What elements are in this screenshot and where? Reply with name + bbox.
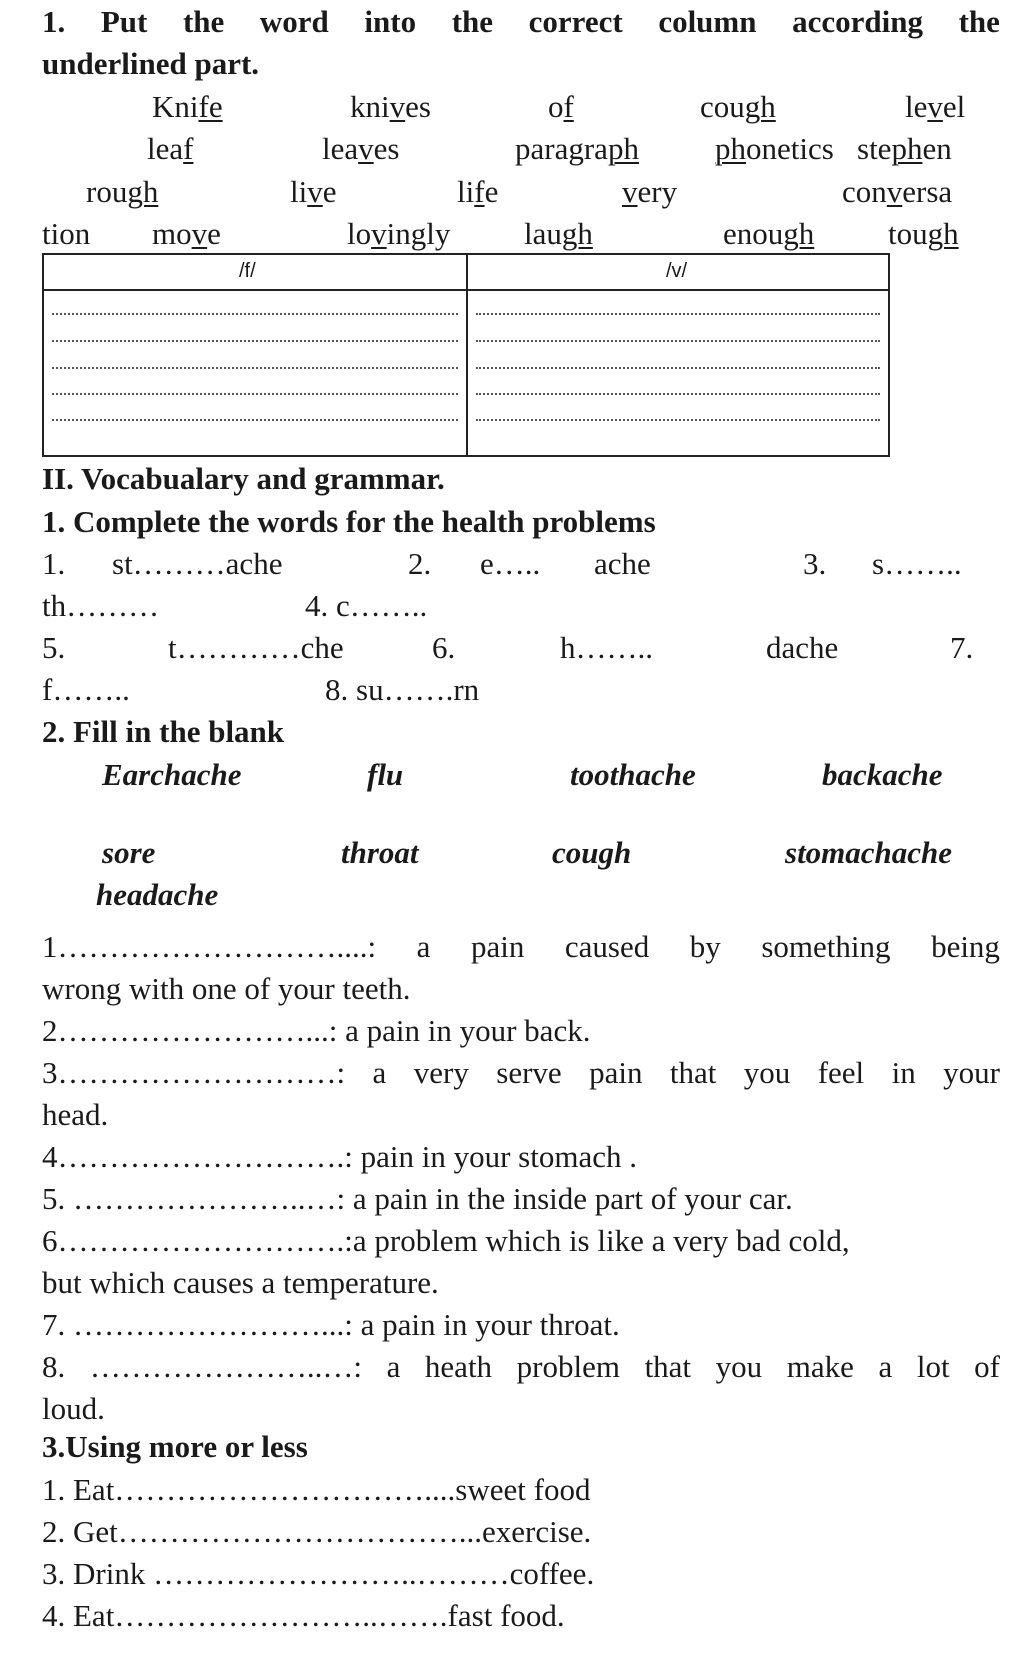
title-word: according xyxy=(792,4,923,39)
more-less-item: 2. Get……………………………...exercise. xyxy=(42,1514,592,1549)
definition-word: you xyxy=(715,1349,763,1384)
underlined-part: f xyxy=(563,89,574,124)
definition-line: 6……………………….:a problem which is like a very bad cold, xyxy=(42,1223,850,1258)
section2-title: II. Vocabualary and grammar. xyxy=(42,461,445,496)
answer-line-v[interactable] xyxy=(476,393,880,395)
word-bank-item: flu xyxy=(367,757,404,792)
word-bank-item: throat xyxy=(341,835,419,870)
underlined-part: f xyxy=(183,131,194,166)
definition-line: 5. …………………..…: a pain in the inside part of your car. xyxy=(42,1181,793,1216)
title-word: correct xyxy=(528,4,623,39)
column-header-f: /f/ xyxy=(239,260,256,282)
part1-blank[interactable]: f…….. xyxy=(42,672,130,707)
underlined-part: f xyxy=(474,174,485,209)
answer-line-f[interactable] xyxy=(52,340,458,342)
definition-word: caused xyxy=(564,929,650,964)
more-less-item: 4. Eat……………………..…….fast food. xyxy=(42,1598,565,1633)
definition-line: 4……………………….: pain in your stomach . xyxy=(42,1139,637,1174)
definition-word: 8. xyxy=(42,1349,66,1384)
underlined-part: v xyxy=(307,174,323,209)
word-item: lovingly xyxy=(347,216,451,251)
part1-blank[interactable]: s…….. xyxy=(872,546,962,581)
underlined-part: v xyxy=(622,174,638,209)
part1-blank[interactable]: 4. c…….. xyxy=(305,588,428,623)
definition-line: loud. xyxy=(42,1391,105,1426)
underlined-part: gh xyxy=(927,216,959,251)
word-bank-item: stomachache xyxy=(785,835,953,870)
title-word: into xyxy=(364,4,417,39)
part1-num: 7. xyxy=(950,630,974,665)
definition-word: being xyxy=(931,929,1000,964)
word-item: laugh xyxy=(524,216,593,251)
part1-blank[interactable]: 8. su…….rn xyxy=(325,672,480,707)
answer-line-f[interactable] xyxy=(52,313,458,315)
underlined-part: ph xyxy=(891,131,923,166)
underlined-part: gh xyxy=(744,89,776,124)
definition-line xyxy=(42,1053,1000,1093)
definition-word: that xyxy=(669,1055,717,1090)
definition-word: make xyxy=(786,1349,854,1384)
word-item: very xyxy=(622,174,678,209)
underlined-part: ph xyxy=(607,131,639,166)
answer-line-v[interactable] xyxy=(476,367,880,369)
word-item: stephen xyxy=(857,131,952,166)
answer-line-v[interactable] xyxy=(476,419,880,421)
definition-line xyxy=(42,1347,1000,1387)
word-item: live xyxy=(290,174,337,209)
title-word: Put xyxy=(100,4,148,39)
word-item: cough xyxy=(700,89,776,124)
word-bank-item: cough xyxy=(552,835,632,870)
definition-word: a xyxy=(386,1349,401,1384)
part1-num: 5. xyxy=(42,630,66,665)
section1-title-line1 xyxy=(42,2,1000,42)
word-item: paragraph xyxy=(515,131,639,166)
part1-blank[interactable]: h…….. xyxy=(560,630,653,665)
part2-title: 2. Fill in the blank xyxy=(42,714,285,749)
part1-num: 6. xyxy=(432,630,456,665)
word-item: phonetics xyxy=(715,131,834,166)
definition-word: a xyxy=(416,929,431,964)
definition-word: a xyxy=(878,1349,893,1384)
title-word: column xyxy=(658,4,757,39)
definition-word: lot xyxy=(916,1349,950,1384)
part3-title: 3.Using more or less xyxy=(42,1429,308,1464)
underlined-part: v xyxy=(886,174,903,209)
table-header-line xyxy=(44,289,888,291)
definition-word: your xyxy=(943,1055,1000,1090)
definition-word: heath xyxy=(424,1349,493,1384)
underlined-part: gh xyxy=(127,174,159,209)
word-bank-item: toothache xyxy=(570,757,696,792)
word-item: leaves xyxy=(322,131,400,166)
title-word: the xyxy=(182,4,225,39)
definition-word: by xyxy=(689,929,721,964)
part1-num: 2. xyxy=(408,546,432,581)
word-bank-item: sore xyxy=(102,835,156,870)
answer-line-f[interactable] xyxy=(52,419,458,421)
definition-word: 3………………………: xyxy=(42,1055,346,1090)
word-bank-item: backache xyxy=(822,757,943,792)
more-less-item: 1. Eat…………………………....sweet food xyxy=(42,1472,591,1507)
word-item: knives xyxy=(350,89,431,124)
word-item: tough xyxy=(888,216,959,251)
definition-line: 7. ……………………...: a pain in your throat. xyxy=(42,1307,620,1342)
underlined-part: gh xyxy=(561,216,593,251)
answer-line-f[interactable] xyxy=(52,393,458,395)
word-item: move xyxy=(152,216,221,251)
part1-blank[interactable]: t…………che xyxy=(168,630,344,665)
word-item: rough xyxy=(86,174,159,209)
definition-word: a xyxy=(372,1055,387,1090)
definition-word: …………………..…: xyxy=(89,1349,362,1384)
title-word: the xyxy=(958,4,1000,39)
underlined-part: v xyxy=(358,131,374,166)
title-word: 1. xyxy=(42,4,66,39)
word-item: of xyxy=(548,89,574,124)
title-word: word xyxy=(259,4,329,39)
word-bank-item: headache xyxy=(96,877,219,912)
definition-word: problem xyxy=(516,1349,620,1384)
definition-word: serve xyxy=(496,1055,562,1090)
more-less-item: 3. Drink ……………………..………coffee. xyxy=(42,1556,595,1591)
part1-num: 1. xyxy=(42,546,66,581)
definition-word: that xyxy=(644,1349,692,1384)
underlined-part: v xyxy=(191,216,208,251)
phonetic-table xyxy=(42,253,890,457)
word-item: life xyxy=(457,174,499,209)
definition-word: feel xyxy=(817,1055,865,1090)
definition-word: of xyxy=(974,1349,1000,1384)
word-item: Knife xyxy=(152,89,223,124)
table-divider xyxy=(466,255,468,455)
answer-line-v[interactable] xyxy=(476,313,880,315)
underlined-part: ph xyxy=(715,131,746,166)
definition-word: something xyxy=(761,929,891,964)
underlined-part: v xyxy=(927,89,943,124)
word-item: leaf xyxy=(147,131,194,166)
part1-blank[interactable]: e….. xyxy=(480,546,541,581)
definition-word: very xyxy=(413,1055,469,1090)
word-item: tion xyxy=(42,216,91,251)
definition-word: pain xyxy=(470,929,525,964)
underlined-part: fe xyxy=(198,89,223,124)
definition-line: 2……………………...: a pain in your back. xyxy=(42,1013,591,1048)
underlined-part: v xyxy=(389,89,406,124)
part1-num: 3. xyxy=(803,546,827,581)
part1-word: dache xyxy=(766,630,839,665)
definition-line: but which causes a temperature. xyxy=(42,1265,439,1300)
part1-word: ache xyxy=(594,546,651,581)
column-header-v: /v/ xyxy=(666,260,688,282)
definition-word: you xyxy=(743,1055,791,1090)
definition-line xyxy=(42,927,1000,967)
word-item: enough xyxy=(723,216,815,251)
answer-line-f[interactable] xyxy=(52,367,458,369)
answer-line-v[interactable] xyxy=(476,340,880,342)
definition-word: 1………………………....: xyxy=(42,929,377,964)
title-word: the xyxy=(451,4,494,39)
definition-line: wrong with one of your teeth. xyxy=(42,971,411,1006)
underlined-part: gh xyxy=(783,216,815,251)
underlined-part: v xyxy=(371,216,387,251)
part1-blank[interactable]: st………ache xyxy=(112,546,283,581)
part1-blank[interactable]: th……… xyxy=(42,588,160,623)
section1-title-line2: underlined part. xyxy=(42,46,260,81)
definition-line: head. xyxy=(42,1097,109,1132)
word-item: conversa xyxy=(842,174,953,209)
definition-word: pain xyxy=(589,1055,643,1090)
word-bank-item: Earchache xyxy=(102,757,242,792)
part1-title: 1. Complete the words for the health problems xyxy=(42,504,656,539)
word-item: level xyxy=(905,89,966,124)
definition-word: in xyxy=(891,1055,916,1090)
